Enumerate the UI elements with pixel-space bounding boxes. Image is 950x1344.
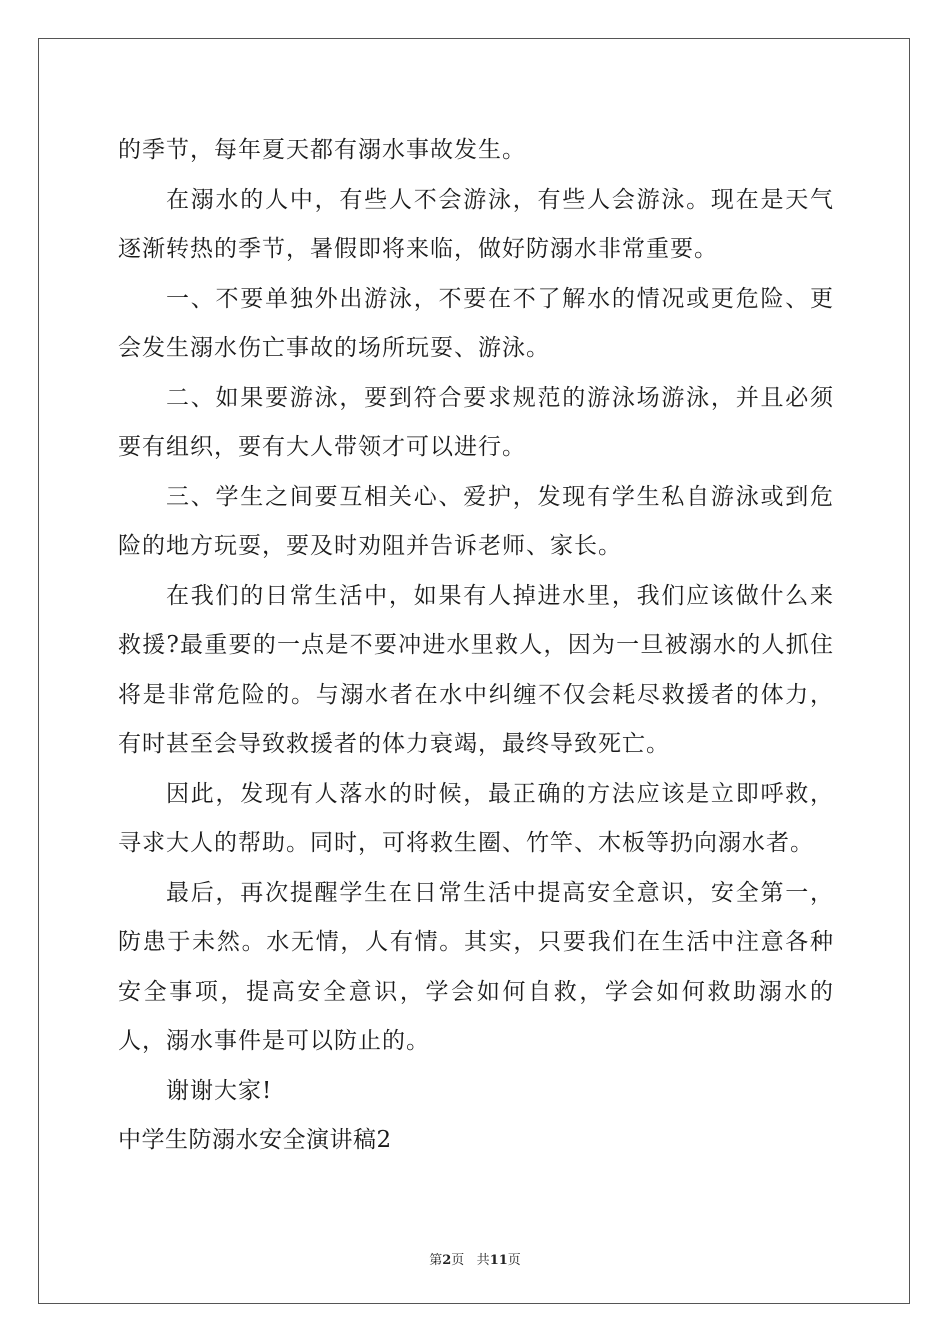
paragraph-correct-method: 因此，发现有人落水的时候，最正确的方法应该是立即呼救，寻求大人的帮助。同时，可将救生圈、竹竿、木板等扔向溺水者。 <box>118 780 834 856</box>
paragraph-rule-one: 一、不要单独外出游泳，不要在不了解水的情况或更危险、更会发生溺水伤亡事故的场所玩耍、游泳。 <box>118 285 834 361</box>
footer-page-suffix: 页 <box>451 1253 465 1268</box>
page-footer <box>0 1249 950 1268</box>
paragraph-thanks: 谢谢大家! <box>166 1077 273 1104</box>
footer-page-number: 2 <box>442 1253 452 1268</box>
paragraph-rule-two: 二、如果要游泳，要到符合要求规范的游泳场游泳，并且必须要有组织，要有大人带领才可以进行。 <box>118 384 834 460</box>
paragraph-rescue: 在我们的日常生活中，如果有人掉进水里，我们应该做什么来救援?最重要的一点是不要冲进水里救人，因为一旦被溺水的人抓住将是非常危险的。与溺水者在水中纠缠不仅会耗尽救援者的体力，有时甚至会导致救援者的体力衰竭，最终导致死亡。 <box>118 582 834 757</box>
paragraph-intro: 在溺水的人中，有些人不会游泳，有些人会游泳。现在是天气逐渐转热的季节，暑假即将来临，做好防溺水非常重要。 <box>118 186 834 262</box>
footer-total-prefix: 共 <box>476 1253 490 1268</box>
document-body <box>118 126 834 1166</box>
next-section-title: 中学生防溺水安全演讲稿2 <box>118 1127 392 1153</box>
footer-total-suffix: 页 <box>507 1253 521 1268</box>
paragraph-conclusion: 最后，再次提醒学生在日常生活中提高安全意识，安全第一，防患于未然。水无情，人有情。其实，只要我们在生活中注意各种安全事项，提高安全意识，学会如何自救，学会如何救助溺水的人，溺水事件是可以防止的。 <box>118 879 834 1054</box>
footer-page-prefix: 第 <box>429 1253 443 1268</box>
paragraph-continuation: 的季节，每年夏天都有溺水事故发生。 <box>118 137 526 163</box>
footer-total-pages: 11 <box>489 1253 508 1268</box>
paragraph-rule-three: 三、学生之间要互相关心、爱护，发现有学生私自游泳或到危险的地方玩耍，要及时劝阻并告诉老师、家长。 <box>118 483 834 559</box>
